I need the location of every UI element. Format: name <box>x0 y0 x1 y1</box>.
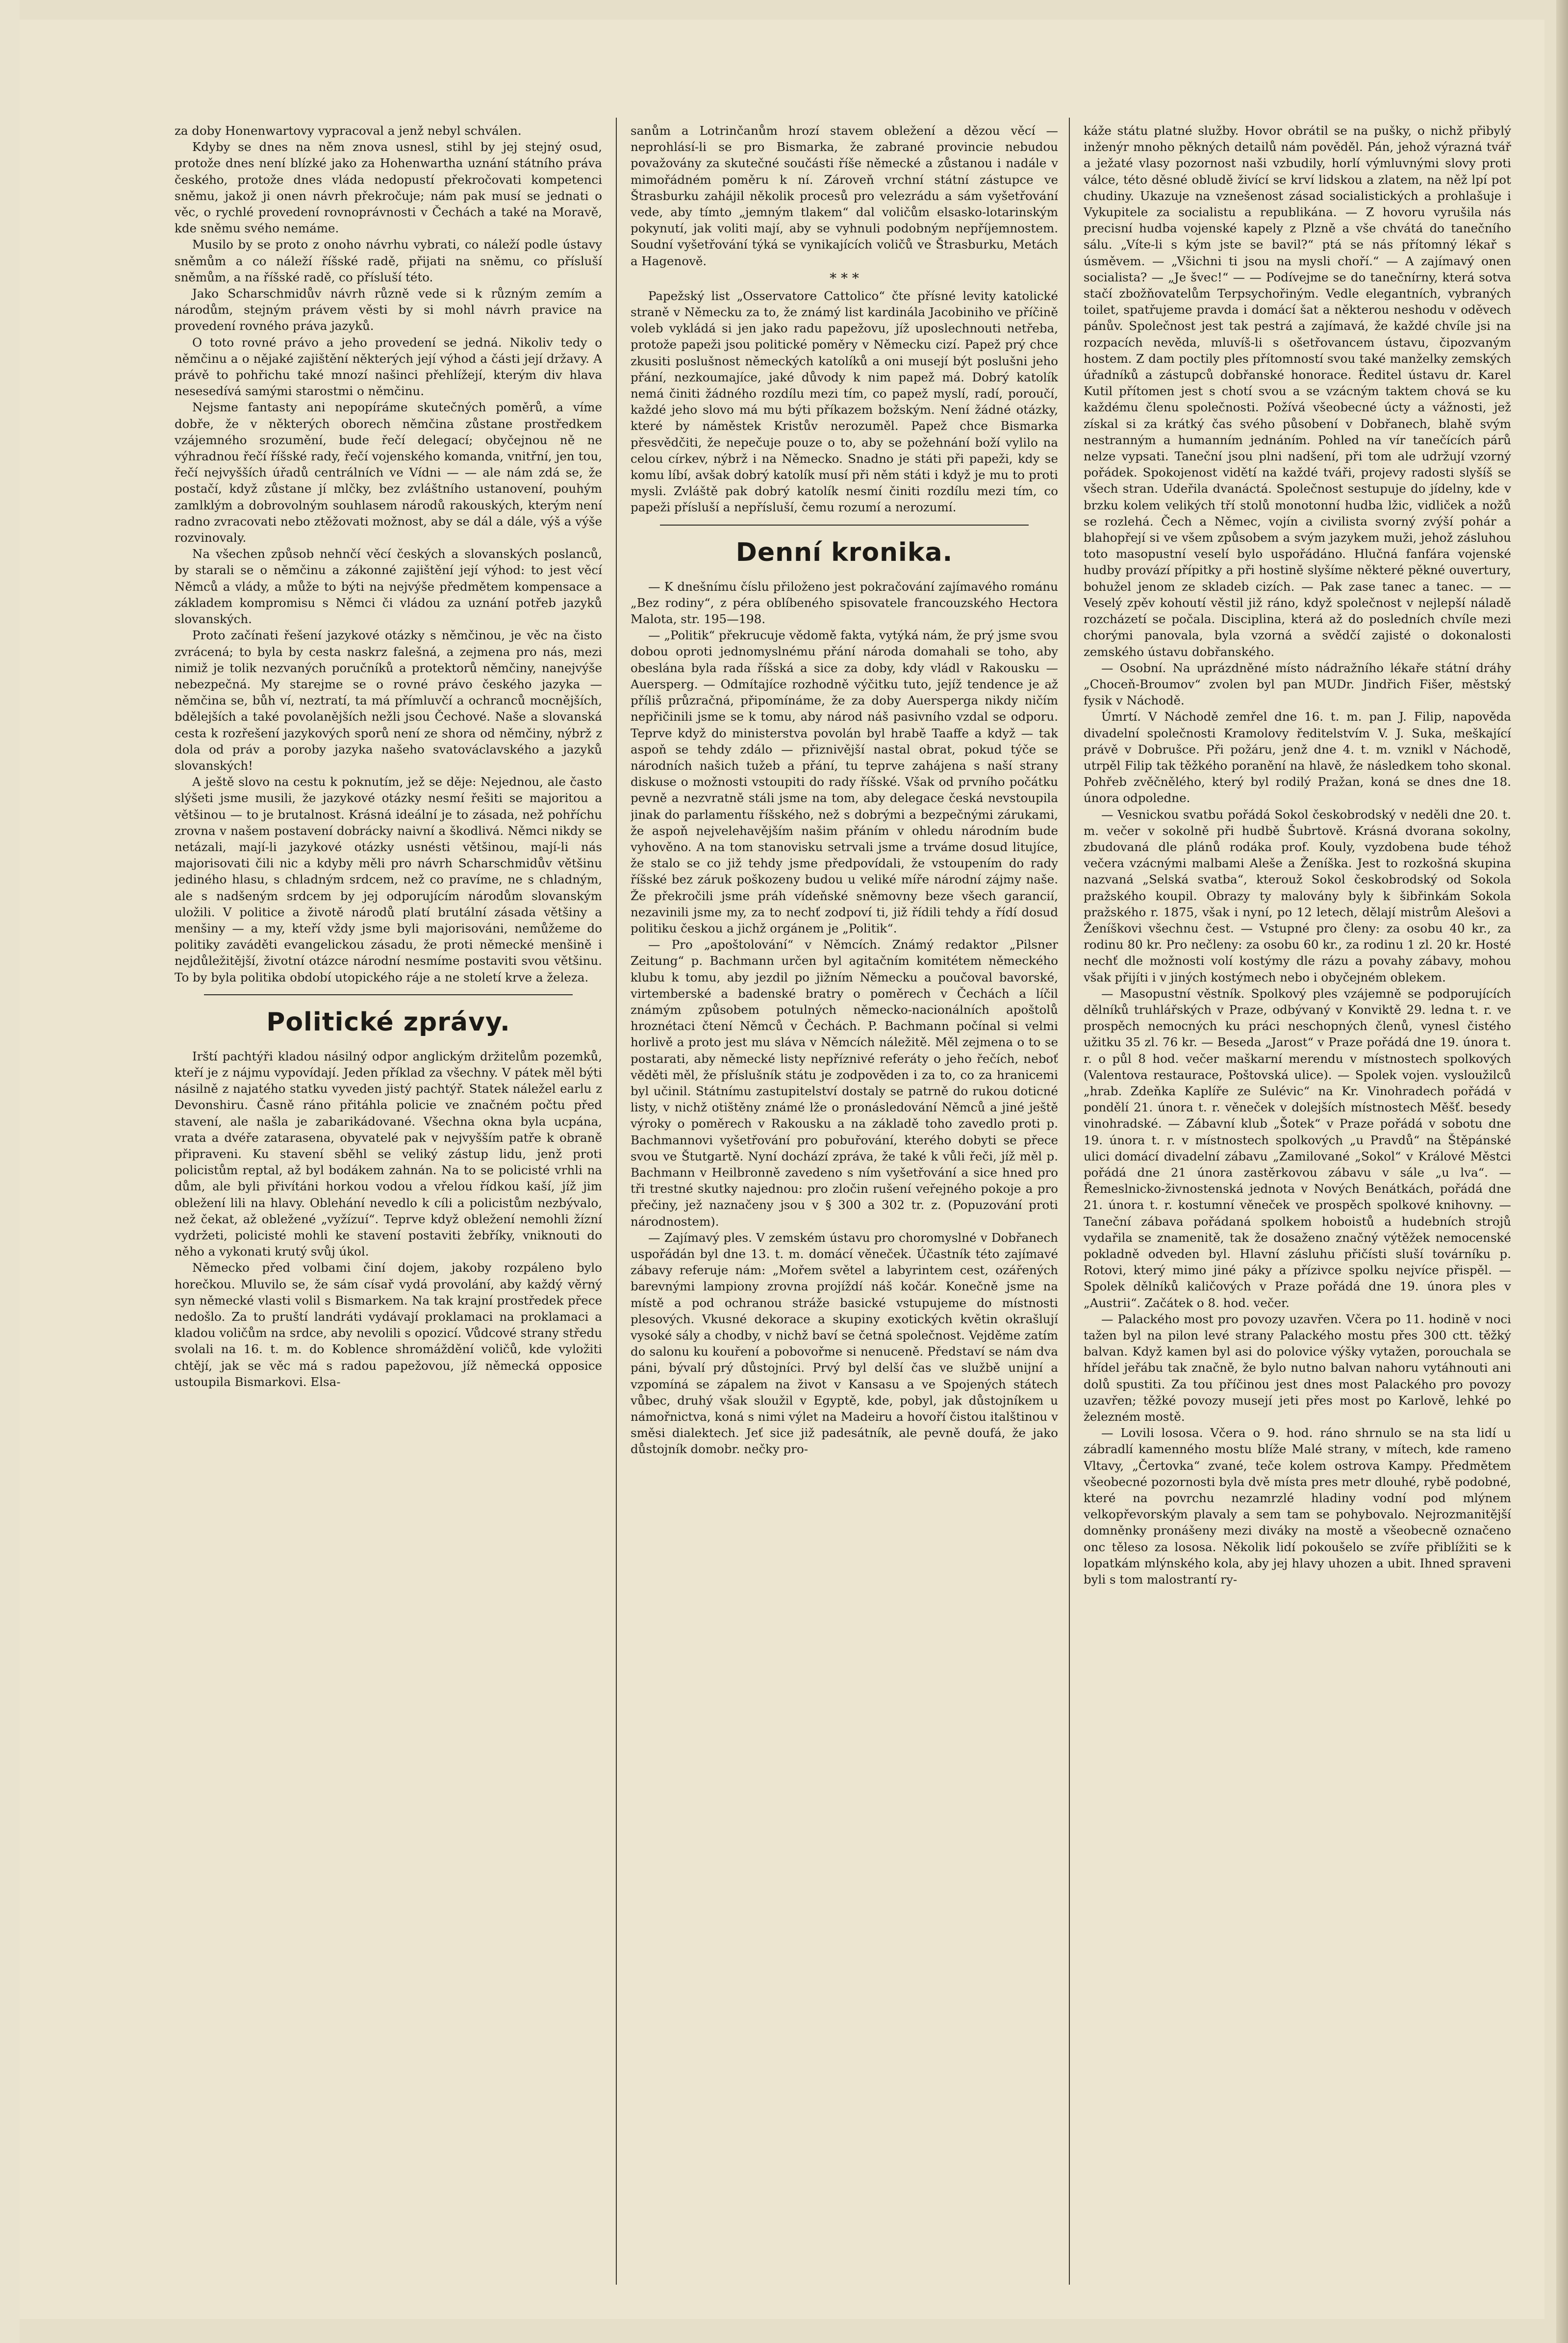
column-rule-2 <box>1069 118 1070 2285</box>
paragraph: Musilo by se proto z onoho návrhu vybrati, co náleží podle ústavy sněmům a co náleží říšské radě, přijati na sněmu, co přísluší sněmům, a na říšské radě, co přísluší této. <box>175 237 602 284</box>
newspaper-page <box>20 20 1544 2319</box>
column-3 <box>1084 123 1511 2290</box>
section-divider <box>204 994 573 995</box>
paragraph: za doby Honenwartovy vypracoval a jenž nebyl schválen. <box>175 124 522 138</box>
paragraph: Kdyby se dnes na něm znova usnesl, stihl by jej stejný osud, protože dnes není blízké jako za Hohenwartha uznání státního práva českého, protože dnes vláda nedopustí překročovati kompetenci sněmu, jakož ji onen návrh překročuje; nám pak musí se jednati o věc, o rychlé provedení rovnoprávnosti v Čechách a také na Moravě, kde sněmu svého nemáme. <box>175 140 602 236</box>
section-heading-denni-kronika: Denní kronika. <box>735 537 953 567</box>
column-rule-1 <box>616 118 617 2285</box>
paragraph: O toto rovné právo a jeho provedení se jedná. Nikoliv tedy o němčinu a o nějaké zajištění některých její výhod a části její državy. A právě to pohřichu také mnozí našinci přehlížejí, kterým div hlava nesesedívá samými starostmi o němčinu. <box>175 335 602 399</box>
paragraph: — Masopustní věstník. Spolkový ples vzájemně se podporujících dělníků truhlářských v Praze, odbývaný v Konviktě 29. ledna t. r. ve prospěch nemocných ku práci neschopných členů, vynesl čistého užitku 35 zl. 76 kr. — Beseda „Jarost“ v Praze pořádá dne 19. února t. r. o půl 8 hod. večer maškarní merendu v místnostech spolkových (Valentova restaurace, Poštovská ulice). — Spolek vojen. vysloužilců „hrab. Zdeňka Kaplíře ze Sulévic“ na Kr. Vinohradech pořádá v pondělí 21. února t. r. věneček v dolejších místnostech Měšť. besedy vinohradské. — Zábavní klub „Šotek“ v Praze pořádá v sobotu dne 19. února t. r. v místnostech spolkových „u Pravdů“ na Štěpánské ulici domácí divadelní zábavu „Zamilované „Sokol“ v Králové Městci pořádá dne 21 února zastěrkovou zábavu v sále „u lva“. — Řemeslnicko-živnostenská jednota v Nových Benátkách, pořádá dne 21. února t. r. kostumní věneček ve prospěch spolkové knihovny. — Taneční zábava pořádaná spolkem hoboistů a hudebních strojů vydařila se znamenitě, tak že dosaženo značný výtěžek nemocenské pokladně odveden byl. Hlavní zásluhu přičísti sluší továrníku p. Rotovi, který mimo jiné páky a přízivce spolku nejvíce přispěl. — Spolek dělníků kaličových v Praze pořádá dne 19. února ples v „Austrii“. Začátek o 8. hod. večer. <box>1084 986 1511 1310</box>
paragraph: Jako Scharschmidův návrh různě vede si k různým zemím a národům, stejným právem věsti by si mohl návrh pravice na provedení rovného práva jazyků. <box>175 286 602 333</box>
section-divider <box>660 525 1029 526</box>
paragraph: Na všechen způsob nehnčí věcí českých a slovanských poslanců, by starali se o němčinu a zákonné zajištění její výhod: to jest věcí Němců a vlády, a může to býti na nejvýše předmětem kompensace a základem kompromisu s Němci či vládou za uznání potřeb jazyků slovanských. <box>175 547 602 627</box>
page-left-margin <box>0 0 20 2343</box>
paragraph: — Vesnickou svatbu pořádá Sokol českobrodský v neděli dne 20. t. m. večer v sokolně při hudbě Šubrtově. Krásná dvorana sokolny, zbudovaná dle plánů rodáka prof. Kouly, vyzdobena bude téhož večera vzácnými malbami Aleše a Ženíška. Jest to rozkošná skupina nazvaná „Selská svatba“, kterouž Sokol českobrodský od Sokola pražského koupil. Obrazy ty malovány byly k šibřinkám Sokola pražského r. 1875, však i nyní, po 12 letech, dělají mistrům Alešovi a Ženíškovi všechnu čest. — Vstupné pro členy: za osobu 40 kr., za rodinu 80 kr. Pro nečleny: za osobu 60 kr., za rodinu 1 zl. 20 kr. Hosté nechť dle možnosti volí kostýmy dle rázu a povahy zábavy, mohou však přijíti i v jiných kostýmech nebo i obyčejném oblekem. <box>1084 807 1511 984</box>
section-heading-politicke-zpravy: Politické zprávy. <box>266 1007 510 1037</box>
paragraph: sanům a Lotrinčanům hrozí stavem obležení a dězou věcí — neprohlásí-li se pro Bismarka, že zabrané provincie nebudou považovány za skutečné součásti říše německé a zůstanou i nadále v mimořádném poměru k ní. Zároveň vrchní státní zástupce ve Štrasburku zahájil několik procesů pro velezrádu a sám vyšetřování vede, aby tímto „jemným tlakem“ dal voličům elsasko-lotarinským pokynutí, jak voliti mají, aby se vyhnuli podobným nepříjemnostem. Soudní vyšetřování týká se vynikajících voličů ve Štrasburku, Metách a Hagenově. <box>631 124 1058 268</box>
paragraph: — Osobní. Na uprázdněné místo nádražního lékaře státní dráhy „Choceň-Broumov“ zvolen byl pan MUDr. Jindřich Fišer, městský fysik v Náchodě. <box>1084 660 1511 708</box>
paragraph: Proto začínati řešení jazykové otázky s němčinou, je věc na čisto zvrácená; to byla by cesta naskrz falešná, a zejmena pro nás, mezi nimiž je tolik nezvaných poručníků a protektorů němčiny, nanejvýše nebezpečná. My starejme se o rovné právo českého jazyka — němčina se, bůh ví, neztratí, ta má přímluvčí a ochranců mocnějších, bdělejších a také povolanějších nežli jsou Čechové. Naše a slovanská cesta k rozřešení jazykových sporů není ze shora od němčiny, nýbrž z dola od práv a poroby jazyka našeho svatováclavského a jazyků slovanských! <box>175 628 602 773</box>
paragraph: — K dnešnímu číslu přiloženo jest pokračování zajímavého románu „Bez rodiny“, z péra oblíbeného spisovatele francouzského Hectora Malota, str. 195—198. <box>631 579 1058 627</box>
paragraph: Nejsme fantasty ani nepopíráme skutečných poměrů, a víme dobře, že v některých oborech němčina zůstane prostředkem vzájemného srozumění, bude řečí delegací; obyčejnou ně ne výhradnou řečí říšské rady, řečí vojenského komanda, vnitřní, jen tou, řečí nejvyšších úřadů centrálních ve Vídni — — ale nám zdá se, že postačí, když zůstane jí mlčky, bez zvláštního ustanovení, pouhým zamlklým a dobrovolným souhlasem národů rakouských, kterým není radno zvracovati nebo ztěžovati možnost, aby se dál a dále, výš a výše rozvinovaly. <box>175 400 602 545</box>
paragraph: — Palackého most pro povozy uzavřen. Včera po 11. hodině v noci tažen byl na pilon levé strany Palackého mostu přes 300 ctt. těžký balvan. Když kamen byl asi do polovice výšky vytažen, porouchala se hřídel jeřábu tak značně, že bylo nutno balvan nahoru vytáhnouti ani dolů spustiti. Za tou příčinou jest dnes most Palackého pro povozy uzavřen; těžké povozy musejí jeti přes most po Karlově, lehké po železném mostě. <box>1084 1311 1511 1424</box>
page-binding-shadow <box>1556 0 1568 2343</box>
column-1 <box>175 123 602 2290</box>
paragraph: Úmrtí. V Náchodě zemřel dne 16. t. m. pan J. Filip, napověda divadelní společnosti Kramolovy ředitelstvím V. J. Suka, meškající právě v Dobrušce. Při požáru, jenž dne 4. t. m. vznikl v Náchodě, utrpěl Filip tak těžkého poranění na hlavě, že následkem toho skonal. Pohřeb zvěčnělého, který byl rodilý Pražan, koná se dnes dne 18. února odpoledne. <box>1084 709 1511 806</box>
paragraph: — Lovili lososa. Včera o 9. hod. ráno shrnulo se na sta lidí u zábradlí kamenného mostu blíže Malé strany, v mítech, kde rameno Vltavy, „Čertovka“ zvané, teče kolem ostrova Kampy. Předmětem všeobecné pozornosti byla dvě místa pres metr dlouhé, rybě podobné, které na povrchu nezamrzlé hladiny vodní pod mlýnem velkopřevorským plavaly a sem tam se pohybovalo. Nejrozmanitější domněnky pronášeny mezi diváky na mostě a všeobecně označeno onc těleso za lososa. Několik lidí pokoušelo se zvíře přiblížiti se k lopatkám mlýnského kola, aby jej hlavy uhozen a ubit. Ihned spraveni byli s tom malostrantí ry- <box>1084 1426 1511 1587</box>
paragraph: Papežský list „Osservatore Cattolico“ čte přísné levity katolické straně v Německu za to, že známý list kardinála Jacobiniho ve příčině voleb vykládá si jen jako radu papežovu, jíž uposlechnouti netřeba, protože papeži jsou politické poměry v Německu cizí. Papež prý chce zkusiti poslušnost německých katolíků a oni musejí být poslušni jeho přání, nezkoumajíce, jaké důvody k nim papež má. Dobrý katolík nemá činiti žádného rozdílu mezi tím, co papež myslí, radí, poroučí, každé jeho slovo má mu býti příkazem božským. Není žádné otázky, které by náměstek Kristův nerozuměl. Papež chce Bismarka přesvědčiti, že nepečuje pouze o to, aby se požehnání boží vylilo na celou církev, nýbrž i na Německo. Snadno je státi při papeži, kdy se komu líbí, avšak dobrý katolík musí při něm státi i když je mu to proti mysli. Zvláště pak dobrý katolík nesmí činiti rozdílu mezi tím, co papeži přísluší a nepřísluší, čemu rozumí a nerozumí. <box>631 288 1058 515</box>
paragraph: — Pro „apoštolování“ v Němcích. Známý redaktor „Pilsner Zeitung“ p. Bachmann určen byl agitačním komitétem německého klubu k tomu, aby jezdil po jižním Německu a poučoval bavorské, virtemberské a badenské bratry o poměrech v Čechách a líčil známým způsobem potulných německo-nacionálních apoštolů hroznétaci čtení Němců v Čechách. P. Bachmann počínal si velmi horlivě a proto jest mu sláva v Němcích náležitě. Měl zejmena o to se postarati, aby německé listy nepříznivé referáty o jeho řečích, neboť věděti měl, že příslušník státu je zodpověden i za to, co za hranicemi byl učinil. Státnímu zastupitelství dostaly se patrně do rukou doticné listy, v nichž otištěny známé lže o pronásledování Němců a jiné ještě výroky o poměrech v Rakousku a na základě toho zavedlo proti p. Bachmannovi vyšetřování pro pobuřování, kterého dobyti se přece svou ve Štutgartě. Nyní dochází zpráva, že také k vůli řeči, jíž měl p. Bachmann v Heilbronně zavedeno s ním vyšetřování a sice hned pro tři trestné skutky najednou: pro zločin rušení veřejného pokoje a pro přečiny, jež naznačeny jsou v § 300 a 302 tr. z. (Popuzování proti národnostem). <box>631 937 1058 1229</box>
paragraph: Německo před volbami činí dojem, jakoby rozpáleno bylo horečkou. Mluvilo se, že sám císař vydá provolání, aby každý věrný syn německé vlasti volil s Bismarkem. Na tak krajní prostředek přece nedošlo. Za to pruští landráti vydávají proklamaci na proklamaci a kladou voličům na srdce, aby nevolili s opozicí. Vůdcové strany středu svolali na 16. t. m. do Koblence shromáždění voličů, kde vyložiti chtějí, jak se věc má s radou papežovou, jíž německá opposice ustoupila Bismarkovi. Elsa- <box>175 1260 602 1389</box>
separator-stars: * * * <box>830 270 859 286</box>
paragraph: Irští pachtýři kladou násilný odpor anglickým držitelům pozemků, kteří je z nájmu vypovídají. Jeden příklad za všechny. V pátek měl býti násilně z najatého statku vyveden jistý pachtýř. Statek náležel earlu z Devonshiru. Časně ráno přitáhla policie ve značném počtu před stavení, ale našla je zabarikádované. Všechna okna byla ucpána, vrata a dvéře zatarasena, obyvatelé pak v nejvyšším patře k obraně připraveni. Ku stavení sběhl se veliký zástup lidu, jenž proti policistům reptal, až byl bodákem zahnán. Na to se policisté vrhli na dům, ale byli přivítáni horkou vodou a vřelou řídkou kaší, jíž jim obležení lili na hlavy. Oblehání nevedlo k cíli a policistům nezbývalo, než čekat, až obležené „vyžízuí“. Teprve když obležení nemohli žízní vydržeti, policisté mohli ke stavení postaviti žebříky, vniknouti do něho a vykonati krutý svůj úkol. <box>175 1049 602 1259</box>
paragraph: káže státu platné služby. Hovor obrátil se na pušky, o nichž přibylý inženýr mnoho pěkných detailů nám pověděl. Pán, jehož výrazná tvář a ježaté vlasy pozornost naši vzbudily, horlí výmluvnými slovy proti válce, této děsné obludě živící se krví lidskou a zlatem, na něž lpí pot chudiny. Ukazuje na vznešenost zásad socialistických a prohlašuje i Vykupitele za socialistu a republikána. — Z hovoru vyrušila nás precisní hudba vojenské kapely z Plzně a vše chvátá do tanečního sálu. „Víte-li s kým jste se bavil?“ ptá se nás přítomný lékař s úsměvem. — „Všichni ti jsou na mysli choří.“ — A zajímavý onen socialista? — „Je švec!“ — — Podívejme se do tanečnírny, která sotva stačí zbožňovatelům Terpsychořiným. Vedle elegantních, vybraných toilet, spatřujeme pravda i domácí šat a některou neshodu v oděvech pánův. Společnost jest tak pestrá a zajímavá, že každé chvíle jsi na rozpacích nevěda, mluvíš-li s ošetřovancem ústavu, čipozvaným hostem. Z dam poctily ples přítomností svou také manželky zemských úřadníků a zástupců dobřanské honorace. Ředitel ústavu dr. Karel Kutil přítomen jest s chotí svou a se vzácným taktem chová se ku každému členu společnosti. Požívá všeobecné úcty a vážnosti, jež získal si za krátký čas svého působení v Dobřanech, blahě svým nestranným a humanním jednáním. Pohled na vír tanečících párů nelze vypsati. Taneční jsou plni nadšení, při tom ale udržují vzorný pořádek. Spokojenost vidětí na každé tváři, projevy radosti slyšíš se všech stran. Udeřila dvanáctá. Společnost sestupuje do jídelny, kde v brzku kolem velikých tří stolů monotonní hudba lžic, vidliček a nožů se rozlehá. Čech a Němec, vojín a civilista svorný zvýší pohár a blahopřejí si ve všem způsobem a svým jazykem muži, jehož zásluhou toto masopustní veselí bylo uspořádáno. Hlučná fanfára vojenské hudby provází přípitky a při hostině slyšíme některé pěkné ouvertury, bohužel jenom ze skladeb cizích. — Pak zase tanec a tanec. — — Veselý zpěv kohoutí věstil již ráno, když společnost v nejlepší náladě rozcházetí se počala. Disciplina, která až do posledních chvíle mezi chorými panovala, byla vzorná a svědčí zajisté o dokonalosti zemského ústavu dobřanského. <box>1084 124 1511 659</box>
paragraph: A ještě slovo na cestu k poknutím, jež se děje: Nejednou, ale často slýšeti jsme musili, že jazykové otázky nesmí řešiti se majoritou a většinou — to je brutalnost. Krásná ideální je to zásada, než pohříchu zrovna v našem postavení dobrácky naivní a škodlivá. Němci nikdy se netázali, mají-li jazykové otázky usnésti většinou, mají-li nás majorisovati čili nic a kdyby měli pro návrh Scharschmidův většinu jediného hlasu, s chladným srdcem, než co pravíme, ne s chladným, ale s nadšeným srdcem by jej odporujícím národům slovanským uložili. V politice a životě národů platí brutální zásada většiny a menšiny — a my, kteří vždy jsme byli majorisováni, nemůžeme do politiky zaváděti evangelickou zásadu, že proti německé menšině i nejdůležitější, životní otázce národní nesmíme postaviti svou většinu. To by byla politika období utopického ráje a ne století krve a železa. <box>175 775 602 984</box>
paragraph: — Zajímavý ples. V zemském ústavu pro choromyslné v Dobřanech uspořádán byl dne 13. t. m. domácí věneček. Účastník této zajímavé zábavy referuje nám: „Mořem světel a labyrintem cest, ozářených barevnými lampiony zrovna projíždí náš kočár. Konečně jsme na místě a pod ochranou stráže basické vstupujeme do místnosti plesových. Vkusné dekorace a skupiny exotických květin okrašlují vysoké sály a chodby, v nichž baví se četná společnost. Vejděme zatím do salonu ku kouření a pobovořme si nenuceně. Představí se nám dva páni, bývalí prý důstojníci. Prvý byl delší čas ve službě unijní a vzpomíná se zápalem na život v Kansasu a ve Spojených státech vůbec, druhý však sloužil v Egyptě, kde, pobyl, jak důstojníkem u námořnictva, koná s nimi výlet na Madeiru a hovoří čistou italštinou v směsi dialektech. Jeť sice již padesátník, ale pevně doufá, že jako důstojník domobr. nečky pro- <box>631 1230 1058 1457</box>
paragraph: — „Politik“ překrucuje vědomě fakta, vytýká nám, že prý jsme svou dobou oproti jednomyslnému přání národa domahali se toho, aby obeslána byla rada říšská a sice za doby, kdy vládl v Rakousku — Auersperg. — Odmítajíce rozhodně výčitku tuto, jejíž tendence je až příliš průzračná, připomínáme, že za doby Auerspergа nikdy ničím nepřičinili jsme se k tomu, aby národ náš pasivního vzdal se odporu. Teprve když do ministerstva povolán byl hrabě Taaffe a když — tak aspoň se tehdy zdálo — přiznivější nastal obrat, pokud týče se národních našich tužeb a přání, tu teprve zahájena s naší strany diskuse o možnosti vstoupiti do rady říšské. Však od prvního počátku pevně a nezvratně stáli jsme na tom, aby delegace česká nevstoupila jinak do parlamentu říšského, než s dobrými a bezpečnými zárukami, že aspoň nejvelehavějším našim přáním v ohledu národním bude vyhověno. A na tom stanovisku setrvali jsme a trváme dosud litujíce, že stalo se co již tehdy jsme předpovídali, že vstoupením do rady říšské bez záruk poškozeny budou u veliké míře národní zájmy naše. Že překročili jsme práh vídeňské sněmovny beze všech garancií, nezavinili jsme my, za to nechť zodpoví ti, již řídili tehdy a řídí dosud politiku českou a jichž orgánem je „Politik“. <box>631 628 1058 935</box>
column-2 <box>631 123 1058 2290</box>
